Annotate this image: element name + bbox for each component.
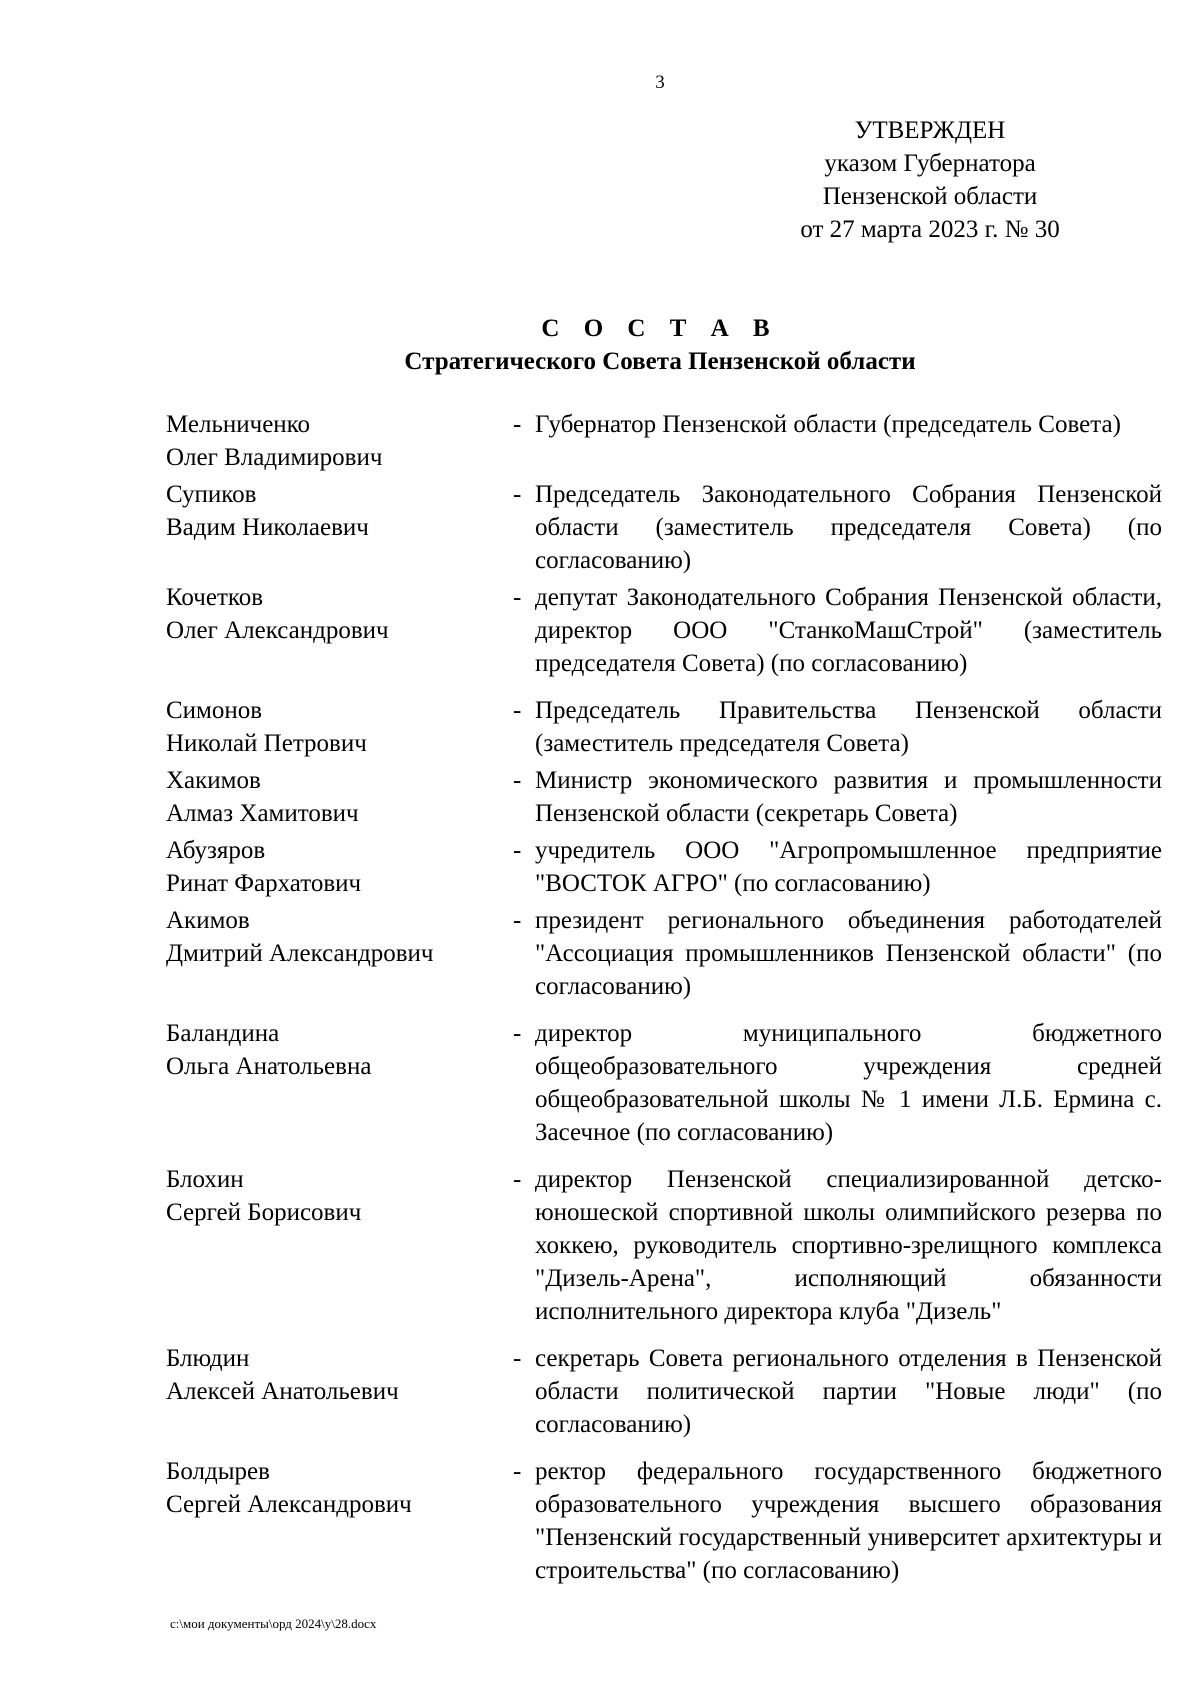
member-row [166,1017,1162,1149]
member-row [166,478,1162,577]
member-name [166,1017,513,1149]
member-given-name: Ринат Фархатович [166,870,362,897]
member-role: директор муниципального бюджетного общеобразовательного учреждения средней общеобразовательной школы № 1 имени Л.Б. Ермина с. Засечное (по согласованию) [535,1020,1162,1146]
member-dash: - [513,1458,522,1485]
members-list [166,408,1162,1591]
member-surname: Мельниченко [166,411,311,438]
member-surname: Абузяров [166,837,266,864]
member-row [166,1342,1162,1441]
member-row [166,834,1162,900]
member-role: секретарь Совета регионального отделения в Пензенской области политической партии "Новые люди" (по согласованию) [535,1345,1162,1438]
member-name [166,581,513,680]
member-given-name: Сергей Борисович [166,1199,362,1226]
member-given-name: Олег Владимирович [166,444,383,471]
approval-line-1: УТВЕРЖДЕН [854,117,1006,144]
member-given-name: Олег Александрович [166,617,389,644]
member-name [166,834,513,900]
member-dash: - [513,584,522,611]
approval-line-2: указом Губернатора [824,150,1036,177]
member-role: Министр экономического развития и промышленности Пензенской области (секретарь Совета) [535,767,1162,827]
member-row [166,408,1162,474]
member-dash: - [513,481,522,508]
footer-file-path: c:\мои документы\орд 2024\у\28.docx [170,1616,377,1631]
approval-stamp [770,114,1090,246]
approval-line-3: Пензенской области [822,183,1038,210]
member-dash: - [513,697,522,724]
page-number: 3 [655,72,665,93]
member-dash: - [513,837,522,864]
member-dash: - [513,411,522,438]
approval-line-4: от 27 марта 2023 г. № 30 [800,216,1060,243]
member-name [166,694,513,760]
member-surname: Кочетков [166,584,264,611]
document-title [60,312,1200,378]
member-row [166,1455,1162,1587]
member-role: директор Пензенской специализированной детско-юношеской спортивной школы олимпийского резерва по хоккею, руководитель спортивно-зрелищного комплекса "Дизель-Арена", исполняющий обязанности исполнительного директора клуба "Дизель" [535,1166,1162,1325]
member-role: депутат Законодательного Собрания Пензенской области, директор ООО "СтанкоМашСтрой" (заместитель председателя Совета) (по согласованию) [535,584,1162,677]
member-name [166,904,513,1003]
member-dash: - [513,1166,522,1193]
member-given-name: Алексей Анатольевич [166,1378,399,1405]
member-given-name: Дмитрий Александрович [166,940,434,967]
member-row [166,764,1162,830]
member-given-name: Сергей Александрович [166,1491,412,1518]
member-name [166,478,513,577]
member-surname: Блохин [166,1166,244,1193]
member-row [166,904,1162,1003]
member-dash: - [513,907,522,934]
member-surname: Болдырев [166,1458,270,1485]
member-role: Председатель Правительства Пензенской области (заместитель председателя Совета) [535,697,1162,757]
member-surname: Блюдин [166,1345,250,1372]
member-name [166,408,513,474]
member-given-name: Алмаз Хамитович [166,800,359,827]
member-row [166,581,1162,680]
member-row [166,1163,1162,1328]
member-role: Председатель Законодательного Собрания Пензенской области (заместитель председателя Совета) (по согласованию) [535,481,1162,574]
title-sub: Стратегического Совета Пензенской области [404,348,916,375]
member-given-name: Вадим Николаевич [166,514,369,541]
member-name [166,1342,513,1441]
member-given-name: Николай Петрович [166,730,367,757]
member-dash: - [513,767,522,794]
member-role: учредитель ООО "Агропромышленное предприятие "ВОСТОК АГРО" (по согласованию) [535,837,1162,897]
member-surname: Хакимов [166,767,261,794]
member-dash: - [513,1020,522,1047]
member-row [166,694,1162,760]
member-surname: Супиков [166,481,257,508]
member-name [166,1163,513,1328]
member-surname: Баландина [166,1020,280,1047]
member-name [166,764,513,830]
member-surname: Симонов [166,697,263,724]
member-dash: - [513,1345,522,1372]
member-surname: Акимов [166,907,250,934]
title-main: С О С Т А В [541,315,779,342]
member-name [166,1455,513,1587]
member-role: ректор федерального государственного бюджетного образовательного учреждения высшего образования "Пензенский государственный университет архитектуры и строительства" (по согласованию) [535,1458,1162,1584]
member-given-name: Ольга Анатольевна [166,1053,372,1080]
member-role: президент регионального объединения работодателей "Ассоциация промышленников Пензенской области" (по согласованию) [535,907,1162,1000]
member-role: Губернатор Пензенской области (председатель Совета) [535,411,1121,438]
